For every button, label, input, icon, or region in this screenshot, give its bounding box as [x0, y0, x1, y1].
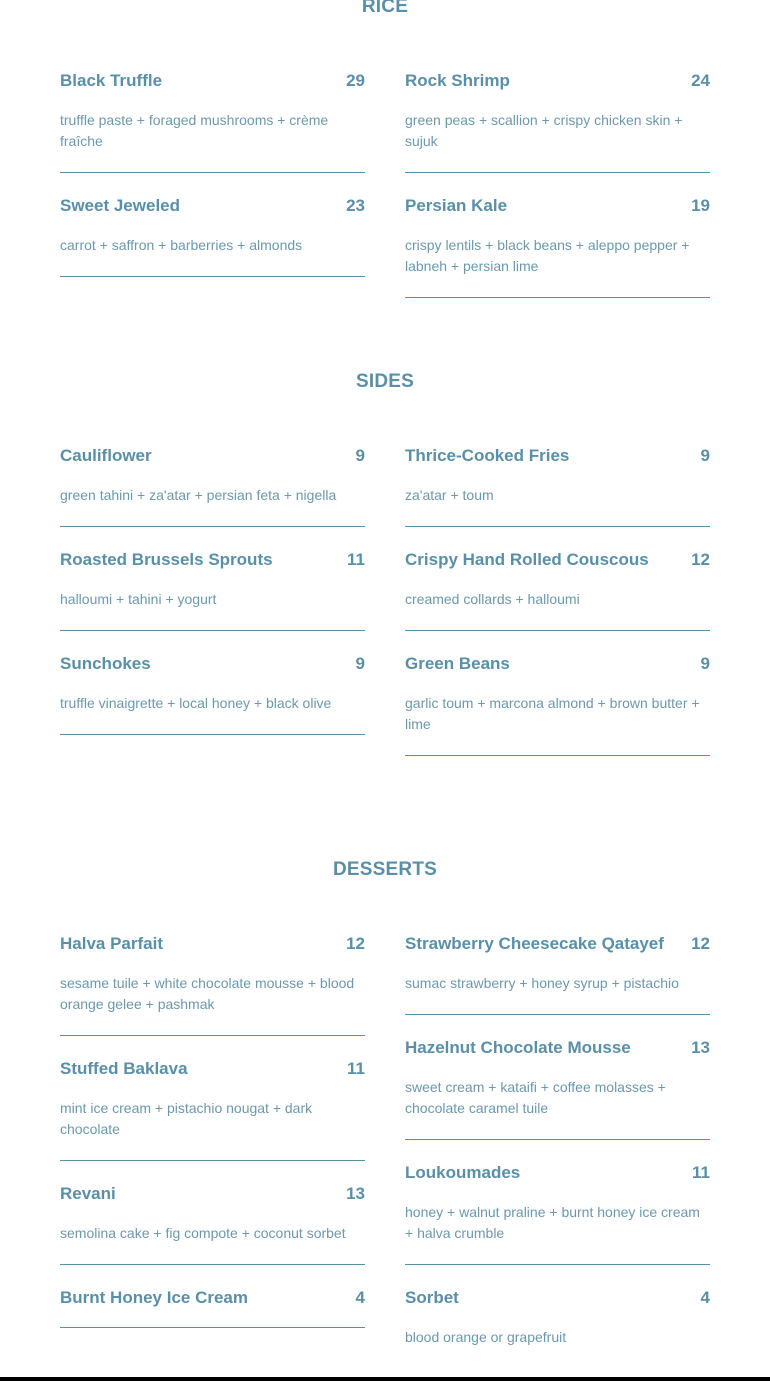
item-price: 19 — [691, 196, 710, 215]
item-description: sesame tuile + white chocolate mousse + blood orange gelee + pashmak — [60, 975, 355, 1012]
item-name: Green Beans — [405, 654, 510, 673]
item-price: 11 — [347, 550, 365, 569]
menu-item — [405, 443, 710, 527]
item-name: Roasted Brussels Sprouts — [60, 550, 273, 569]
item-price: 24 — [691, 71, 710, 90]
item-description: honey + walnut praline + burnt honey ice cream + halva crumble — [405, 1204, 700, 1241]
sides-left-column — [60, 443, 365, 755]
item-description: creamed collards + halloumi — [405, 591, 580, 607]
item-name: Crispy Hand Rolled Couscous — [405, 550, 649, 569]
menu-item — [60, 193, 365, 277]
item-name: Strawberry Cheesecake Qatayef — [405, 934, 664, 953]
item-description: crispy lentils + black beans + aleppo pepper + labneh + persian lime — [405, 237, 690, 274]
item-description: garlic toum + marcona almond + brown butter + lime — [405, 695, 700, 732]
item-name: Persian Kale — [405, 196, 508, 215]
item-name: Thrice-Cooked Fries — [405, 446, 570, 465]
item-price: 23 — [346, 196, 365, 215]
menu-item — [405, 651, 710, 756]
item-description: truffle vinaigrette + local honey + black olive — [60, 695, 332, 711]
menu-item — [405, 193, 710, 298]
item-price: 11 — [692, 1163, 710, 1182]
item-name: Hazelnut Chocolate Mousse — [405, 1038, 631, 1057]
item-price: 12 — [691, 934, 710, 953]
item-name: Loukoumades — [405, 1163, 521, 1182]
menu-item — [405, 1035, 710, 1140]
menu-item — [60, 68, 365, 173]
item-price: 9 — [700, 446, 710, 465]
menu-item — [405, 547, 710, 631]
item-name: Black Truffle — [60, 71, 163, 90]
item-price: 13 — [691, 1038, 710, 1057]
item-description: semolina cake + fig compote + coconut sorbet — [60, 1225, 346, 1241]
item-price: 4 — [355, 1288, 365, 1307]
item-name: Sweet Jeweled — [60, 196, 181, 215]
item-price: 9 — [700, 654, 710, 673]
item-description: green tahini + za'atar + persian feta + nigella — [60, 487, 337, 503]
item-price: 11 — [347, 1059, 365, 1078]
menu-item — [405, 931, 710, 1015]
item-price: 13 — [346, 1184, 365, 1203]
item-name: Sunchokes — [60, 654, 151, 673]
rice-left-column — [60, 68, 365, 297]
section-title-sides: SIDES — [355, 371, 415, 392]
item-description: halloumi + tahini + yogurt — [60, 591, 217, 607]
menu-item — [405, 68, 710, 173]
item-name: Rock Shrimp — [405, 71, 510, 90]
desserts-left-column — [60, 931, 365, 1348]
bottom-divider-bar — [0, 1377, 770, 1381]
menu-item — [405, 1285, 710, 1368]
desserts-right-column — [405, 931, 710, 1388]
menu-item — [60, 651, 365, 735]
item-description: green peas + scallion + crispy chicken skin + sujuk — [405, 112, 683, 149]
item-description: mint ice cream + pistachio nougat + dark chocolate — [60, 1100, 313, 1137]
item-name: Halva Parfait — [60, 934, 163, 953]
section-title-rice: RICE — [361, 0, 409, 17]
item-price: 12 — [346, 934, 365, 953]
menu-item — [60, 1181, 365, 1265]
item-price: 9 — [355, 446, 365, 465]
section-title-desserts: DESSERTS — [332, 859, 437, 880]
item-name: Stuffed Baklava — [60, 1059, 188, 1078]
menu-item — [60, 931, 365, 1036]
menu-item — [60, 547, 365, 631]
sides-right-column — [405, 443, 710, 776]
item-description: za'atar + toum — [405, 487, 494, 503]
menu-item — [60, 1056, 365, 1161]
item-description: sumac strawberry + honey syrup + pistachio — [405, 975, 679, 991]
item-price: 29 — [346, 71, 365, 90]
item-price: 12 — [691, 550, 710, 569]
item-description: carrot + saffron + barberries + almonds — [60, 237, 303, 253]
item-name: Burnt Honey Ice Cream — [60, 1288, 248, 1307]
item-description: blood orange or grapefruit — [405, 1329, 567, 1345]
item-price: 4 — [700, 1288, 710, 1307]
menu-item — [60, 443, 365, 527]
menu-item — [60, 1285, 365, 1328]
rice-right-column — [405, 68, 710, 318]
item-name: Cauliflower — [60, 446, 152, 465]
item-description: sweet cream + kataifi + coffee molasses + chocolate caramel tuile — [405, 1079, 666, 1116]
menu-item — [405, 1160, 710, 1265]
item-price: 9 — [355, 654, 365, 673]
item-description: truffle paste + foraged mushrooms + crème fraîche — [60, 112, 329, 149]
item-name: Sorbet — [405, 1288, 459, 1307]
item-name: Revani — [60, 1184, 116, 1203]
